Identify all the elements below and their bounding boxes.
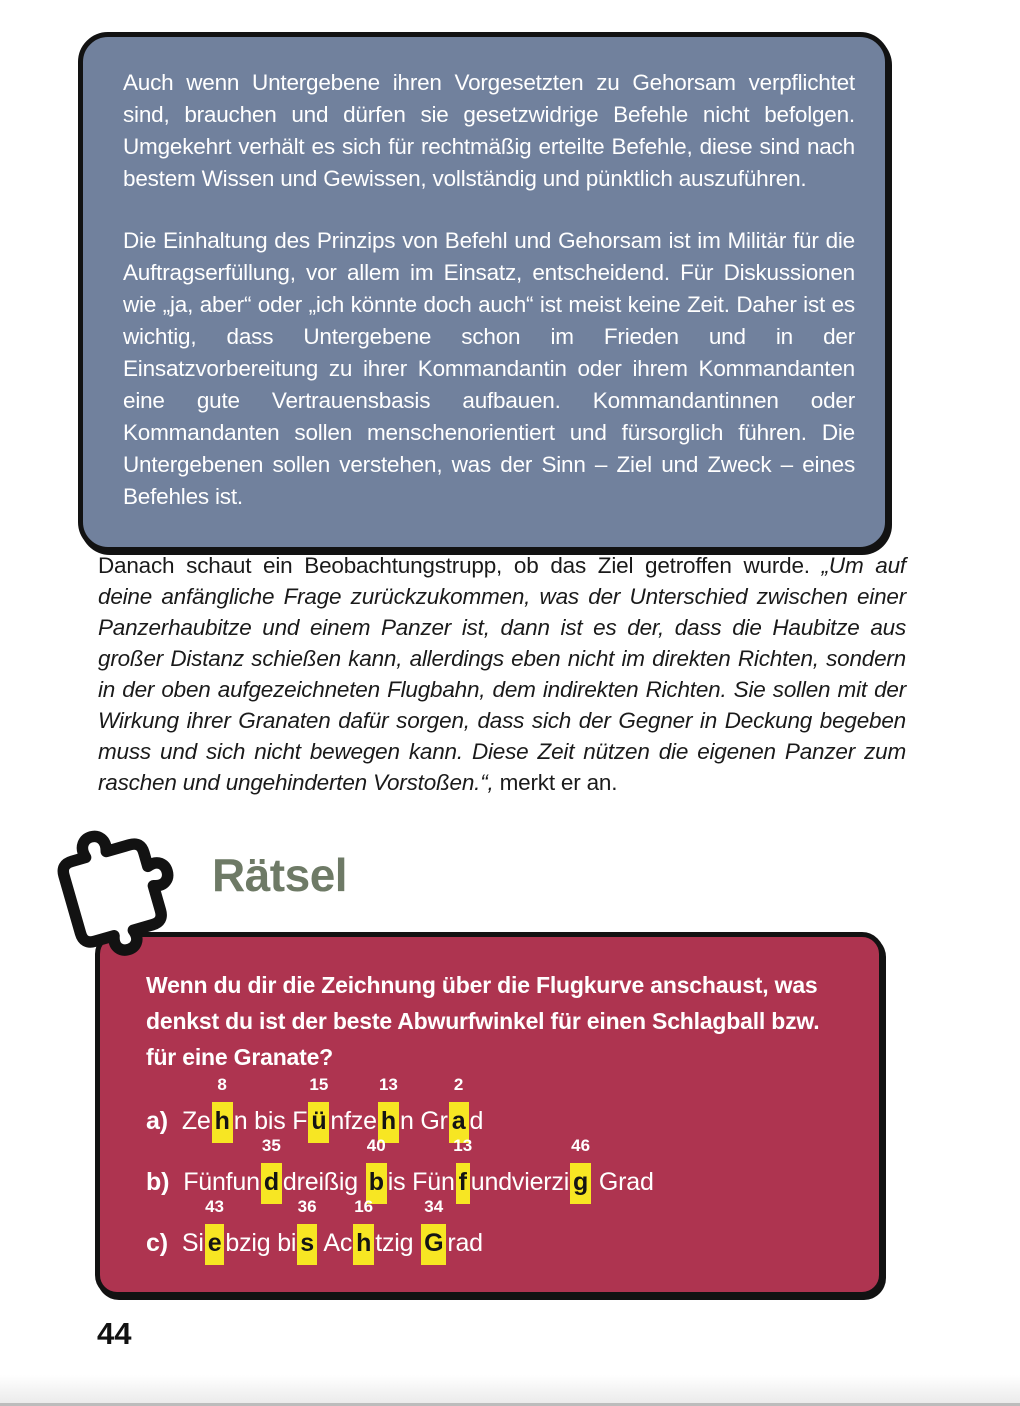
cipher-number: 40 — [366, 1136, 386, 1155]
paragraph-tail: merkt er an. — [493, 769, 618, 795]
highlighted-letter: h 13 — [378, 1102, 399, 1143]
highlighted-letter: a 2 — [449, 1102, 469, 1143]
highlighted-letter: d 35 — [261, 1163, 282, 1204]
cipher-number: 36 — [297, 1197, 317, 1216]
highlighted-letter: f 13 — [456, 1163, 470, 1204]
option-label: a) — [146, 1107, 168, 1135]
cipher-number: 15 — [309, 1075, 329, 1094]
cipher-number: 34 — [424, 1197, 444, 1216]
body-paragraph — [98, 550, 906, 798]
cipher-number: 16 — [354, 1197, 374, 1216]
highlighted-letter: h 16 — [353, 1224, 374, 1265]
cipher-number: 13 — [453, 1136, 473, 1155]
info-box-paragraph: Auch wenn Untergebene ihren Vorgesetzten zu Gehorsam verpflichtet sind, brauchen und dürfen sie gesetzwidrige Befehle nicht befolgen. Umgekehrt verhält es sich für rechtmäßig erteilte Befehle, diese sind nach bestem Wissen und Gewissen, vollständig und pünktlich auszuführen. — [123, 70, 855, 191]
highlighted-letter: h 8 — [212, 1102, 233, 1143]
cipher-number: 2 — [453, 1075, 464, 1094]
info-box-paragraph: Die Einhaltung des Prinzips von Befehl und Gehorsam ist im Militär für die Auftragserfüllung, vor allem im Einsatz, entscheidend. Für Diskussionen wie „ja, aber“ oder „ich könnte doch auch“ ist meist keine Zeit. Daher ist es wichtig, dass Untergebene schon im Frieden und in der Einsatzvorbereitung zu ihrer Kommandantin oder ihrem Kommandanten eine gute Vertrauensbasis aufbauen. Kommandantinnen oder Kommandanten sollen menschenorientiert und fürsorglich führen. Die Untergebenen sollen verstehen, was der Sinn – Ziel und Zweck – eines Befehles ist. — [123, 228, 855, 509]
cipher-number: 43 — [205, 1197, 225, 1216]
riddle-question: Wenn du dir die Zeichnung über die Flugkurve anschaust, was denkst du ist der beste Abwurfwinkel für einen Schlagball bzw. für eine Granate? — [146, 972, 820, 1070]
cipher-number: 46 — [571, 1136, 591, 1155]
info-box — [78, 32, 890, 552]
cipher-number: 8 — [217, 1075, 227, 1094]
riddle-option: c) Si e 43 bzig bi s 36 Ac h 16 tzig G 34 rad — [146, 1205, 823, 1258]
page-bottom-edge — [0, 1375, 1020, 1406]
option-label: b) — [146, 1168, 170, 1196]
riddle-options — [146, 1075, 823, 1258]
highlighted-letter: g 46 — [570, 1163, 591, 1204]
cipher-number: 35 — [261, 1136, 281, 1155]
option-label: c) — [146, 1229, 168, 1257]
highlighted-letter: b 40 — [366, 1163, 387, 1204]
paragraph-quote: „Um auf deine anfängliche Frage zurückzukommen, was der Unterschied zwischen einer Panzerhaubitze und einem Panzer ist, dann ist es der, dass die Haubitze aus großer Distanz schießen kann, allerdings eben nicht im direkten Richten, sondern in der oben aufgezeichneten Flugbahn, dem indirekten Richten. Sie sollen mit der Wirkung ihrer Granaten dafür sorgen, dass sich der Gegner in Deckung begeben muss und sich nicht bewegen kann. Diese Zeit nützen die eigenen Panzer zum raschen und ungehinderten Vorstoßen.“, — [98, 552, 906, 795]
riddle-heading: Rätsel — [212, 849, 348, 901]
highlighted-letter: ü 15 — [308, 1102, 329, 1143]
riddle-option: b) Fünfun d 35 dreißig b 40 is Fün f 13 undvierzi g 46 Grad — [146, 1144, 823, 1197]
riddle-box — [95, 932, 884, 1297]
cipher-number: 13 — [378, 1075, 398, 1094]
page-number: 44 — [97, 1316, 132, 1351]
riddle-option: a) Ze h 8 n bis F ü 15 nfze h 13 n Gr a 2 d — [146, 1083, 823, 1136]
highlighted-letter: e 43 — [205, 1224, 225, 1265]
puzzle-piece-icon — [28, 808, 200, 980]
paragraph-lead: Danach schaut ein Beobachtungstrupp, ob das Ziel getroffen wurde. — [98, 552, 822, 578]
highlighted-letter: s 36 — [297, 1224, 317, 1265]
highlighted-letter: G 34 — [421, 1224, 446, 1265]
